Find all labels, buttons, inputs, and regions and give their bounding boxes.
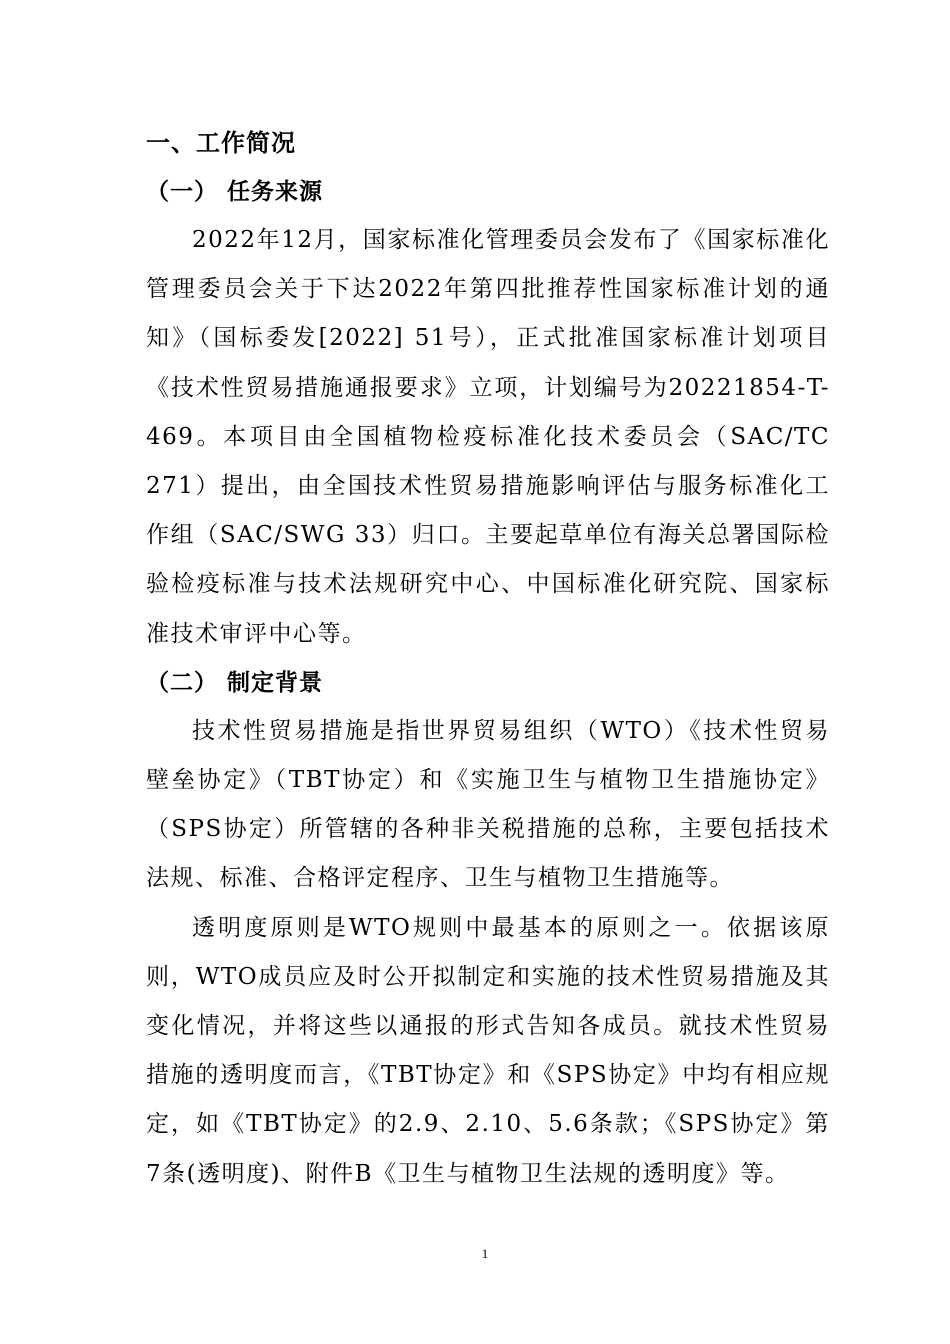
section-heading: 一、工作简况 (146, 129, 296, 157)
subsection-heading-background: （二） 制定背景 (146, 669, 324, 696)
paragraph-task-source: 2022年12月，国家标准化管理委员会发布了《国家标准化管理委员会关于下达2022年第四批推荐性国家标准计划的通知》（国标委发[2022] 51号），正式批准国家标准计划项目《技术性贸易措施通报要求》立项，计划编号为20221854-T-469。本项目由全国植物检疫标准化技术委员会（SAC/TC 271）提出，由全国技术性贸易措施影响评估与服务标准化工作组（SAC/SWG 33）归口。主要起草单位有海关总署国际检验检疫标准与技术法规研究中心、中国标准化研究院、国家标准技术审评中心等。 (146, 227, 830, 647)
document-body (146, 118, 830, 1199)
paragraph-background-1: 技术性贸易措施是指世界贸易组织（WTO）《技术性贸易壁垒协定》（TBT协定）和《实施卫生与植物卫生措施协定》（SPS协定）所管辖的各种非关税措施的总称，主要包括技术法规、标准、合格评定程序、卫生与植物卫生措施等。 (146, 717, 830, 892)
paragraph-background-2: 透明度原则是WTO规则中最基本的原则之一。依据该原则，WTO成员应及时公开拟制定和实施的技术性贸易措施及其变化情况，并将这些以通报的形式告知各成员。就技术性贸易措施的透明度而言，《TBT协定》和《SPS协定》中均有相应规定，如《TBT协定》的2.9、2.10、5.6条款；《SPS协定》第7条(透明度)、附件B《卫生与植物卫生法规的透明度》等。 (146, 914, 830, 1187)
subsection-heading-task-source: （一） 任务来源 (146, 179, 324, 205)
page-number: 1 (481, 1246, 489, 1261)
